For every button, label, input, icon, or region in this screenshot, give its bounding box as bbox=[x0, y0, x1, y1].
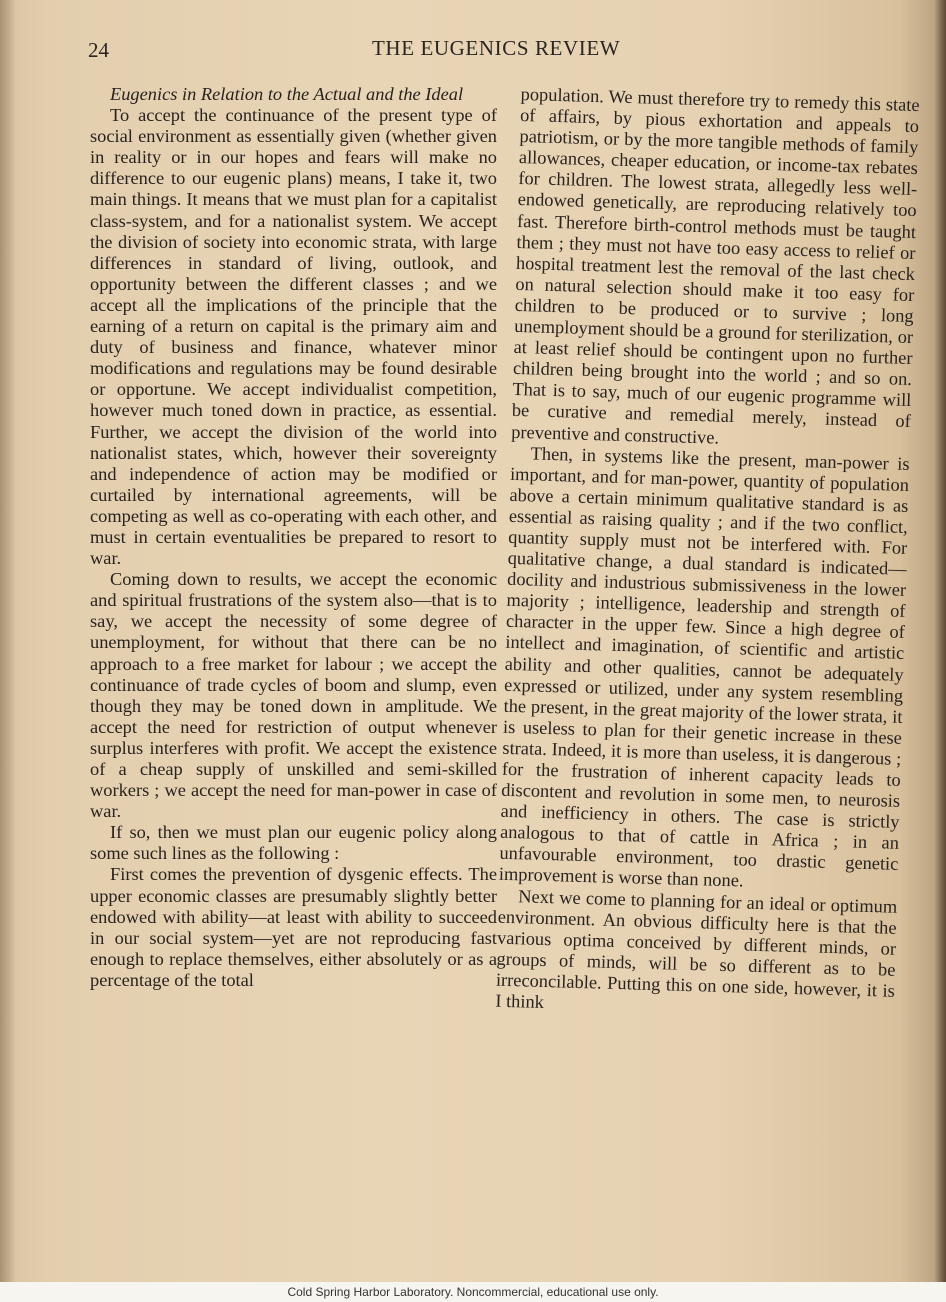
paragraph: First comes the prevention of dysgenic effects. The upper economic classes are presumably slightly better endowed with ability—at least with ability to succeed in our social system—yet are not reproducing fast enough to replace themselves, either absolutely or as a percentage of the total bbox=[90, 864, 497, 990]
paragraph: To accept the continuance of the present type of social environment as essentially given (whether given in reality or in our hopes and fears will make no difference to our eugenic plans) means, I take it, two main things. It means that we must plan for a capitalist class-system, and for a nationalist system. We accept the division of society into economic strata, with large differences in standard of living, outlook, and opportunity between the different classes ; and we accept all the implications of the principle that the earning of a return on capital is the primary aim and duty of business and finance, whatever minor modifications and regulations may be found desirable or opportune. We accept individualist competition, however much toned down in practice, as essential. Further, we accept the division of the world into nationalist states, which, however their sovereignty and independence of action may be modified or curtailed by international agreements, will be competing as well as co-operating with each other, and must in certain eventualities be prepared to resort to war. bbox=[90, 105, 497, 569]
binding-shadow bbox=[0, 0, 16, 1282]
archive-credit: Cold Spring Harbor Laboratory. Noncommercial, educational use only. bbox=[0, 1282, 946, 1302]
paragraph: If so, then we must plan our eugenic policy along some such lines as the following : bbox=[90, 822, 497, 864]
paragraph-continuation: population. We must therefore try to remedy this state of affairs, by pious exhortation and appeals to patriotism, or by the more tangible methods of family allowances, cheaper education, or income-tax rebates for children. The lowest strata, allegedly less well-endowed genetically, are reproducing relatively too fast. Therefore birth-control methods must be taught them ; they must not have too easy access to relief or hospital treatment lest the removal of the last check on natural selection should make it too easy for children to be produced or to survive ; long unemployment should be a ground for sterilization, or at least relief should be contingent upon no further children being brought into the world ; and so on. That is to say, much of our eugenic programme will be curative and remedial merely, instead of preventive and constructive. bbox=[511, 84, 920, 448]
paragraph: Then, in systems like the present, man-power is important, and for man-power, quantity of population above a certain minimum qualitative standard is as essential as raising quality ; and if the two conflict, quantity supply must not be interfered with. For qualitative change, a dual standard is indicated—docility and industrious submissiveness in the lower majority ; intelligence, leadership and strength of character in the upper few. Since a high degree of intellect and imagination, of scientific and artistic ability and other qualities, cannot be adequately expressed or utilized, under any system resembling the present, in the great majority of the lower strata, it is useless to plan for their genetic increase in these strata. Indeed, it is more than useless, it is dangerous ; for the frustration of inherent capacity leads to discontent and revolution in some men, to neurosis and inefficiency in others. The case is strictly analogous to that of cattle in Africa ; in an unfavourable environment, too drastic genetic improvement is worse than none. bbox=[498, 443, 910, 891]
paragraph: Coming down to results, we accept the economic and spiritual frustrations of the system also—that is to say, we accept the necessity of some degree of unemployment, for without that there can be no approach to a free market for labour ; we accept the continuance of trade cycles of boom and slump, even though they may be toned down in amplitude. We accept the need for restriction of output whenever surplus interferes with profit. We accept the existence of a cheap supply of unskilled and semi-skilled workers ; we accept the need for man-power in case of war. bbox=[90, 569, 497, 822]
right-column bbox=[495, 84, 920, 1023]
running-head: THE EUGENICS REVIEW bbox=[372, 36, 621, 60]
paragraph: Next we come to planning for an ideal or optimum environment. An obvious difficulty here is that the various optima conceived by different minds, or groups of minds, will be so different as to be irreconcilable. Putting this on one side, however, it is I think bbox=[495, 885, 898, 1013]
left-column bbox=[90, 84, 497, 991]
page-number: 24 bbox=[88, 38, 109, 62]
page-edge bbox=[934, 0, 946, 1282]
section-heading: Eugenics in Relation to the Actual and the Ideal bbox=[110, 84, 464, 104]
